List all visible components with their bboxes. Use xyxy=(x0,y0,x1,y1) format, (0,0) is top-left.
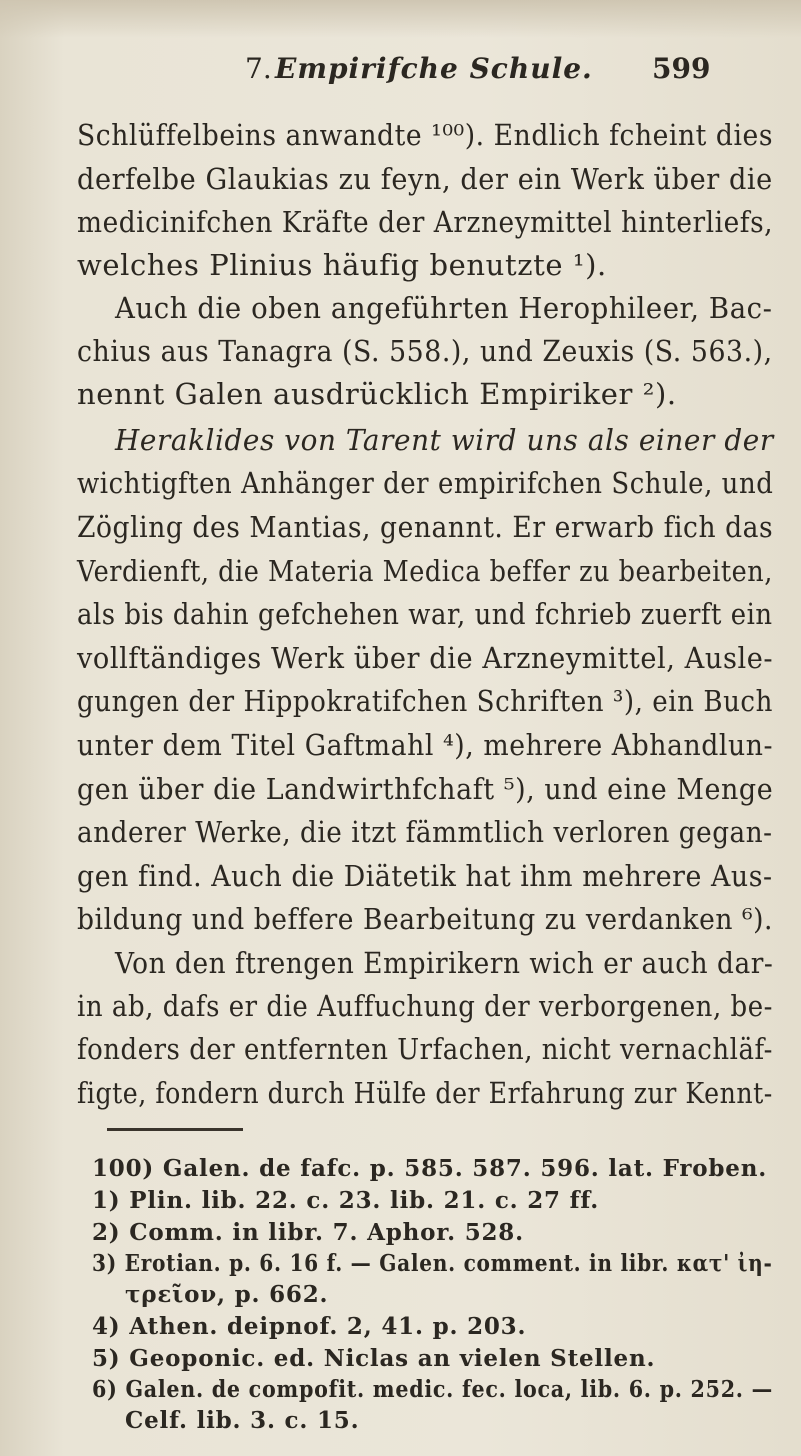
body-line: Schlüffelbeins anwandte ¹⁰⁰). Endlich fcheint dies xyxy=(77,118,774,152)
body-line: wichtigften Anhänger der empirifchen Schule, und xyxy=(77,466,774,500)
running-header xyxy=(0,52,801,92)
body-line: Von den ftrengen Empirikern wich er auch dar- xyxy=(115,946,774,980)
section-number: 7. xyxy=(245,52,272,85)
body-line: anderer Werke, die itzt fämmtlich verloren gegan- xyxy=(77,815,773,849)
footnote: 100) Galen. de fafc. p. 585. 587. 596. lat. Froben. xyxy=(92,1155,768,1182)
body-line: vollftändiges Werk über die Arzneymittel, Ausle- xyxy=(77,641,774,675)
footnote: 6) Galen. de compofit. medic. fec. loca, lib. 6. p. 252. — xyxy=(92,1376,773,1403)
body-line: fonders der entfernten Urfachen, nicht vernachläf- xyxy=(77,1032,773,1066)
body-line: unter dem Titel Gaftmahl ⁴), mehrere Abhandlun- xyxy=(77,728,774,762)
body-line: Verdienft, die Materia Medica beffer zu bearbeiten, xyxy=(77,554,773,588)
body-line: chius aus Tanagra (S. 558.), und Zeuxis (S. 563.), xyxy=(77,334,773,368)
section-title: Empirifche Schule. xyxy=(275,52,593,85)
footnote: 2) Comm. in libr. 7. Aphor. 528. xyxy=(92,1219,524,1246)
footnote: 4) Athen. deipnof. 2, 41. p. 203. xyxy=(92,1313,527,1340)
footnote-divider xyxy=(107,1128,243,1131)
body-line: als bis dahin gefchehen war, und fchrieb zuerft ein xyxy=(77,597,773,631)
footnote: 5) Geoponic. ed. Niclas an vielen Stellen. xyxy=(92,1345,656,1372)
body-line: derfelbe Glaukias zu feyn, der ein Werk über die xyxy=(77,162,773,196)
body-line: Auch die oben angeführten Herophileer, Bac- xyxy=(115,291,773,325)
body-line: gen über die Landwirthfchaft ⁵), und eine Menge xyxy=(77,772,774,806)
body-line: welches Plinius häufig benutzte ¹). xyxy=(77,248,607,282)
body-line: Heraklides von Tarent wird uns als einer der xyxy=(115,423,774,457)
body-line: Zögling des Mantias, genannt. Er erwarb fich das xyxy=(77,510,774,544)
footnote: Celf. lib. 3. c. 15. xyxy=(125,1407,360,1434)
footnote: 3) Erotian. p. 6. 16 f. — Galen. comment. in libr. κατ' ἰη- xyxy=(92,1250,773,1277)
body-line: nennt Galen ausdrücklich Empiriker ²). xyxy=(77,377,677,411)
footnote: τρεῖον, p. 662. xyxy=(125,1281,329,1308)
page-number: 599 xyxy=(652,52,711,85)
body-line: gen find. Auch die Diätetik hat ihm mehrere Aus- xyxy=(77,859,773,893)
body-line: gungen der Hippokratifchen Schriften ³), ein Buch xyxy=(77,684,773,718)
footnote: 1) Plin. lib. 22. c. 23. lib. 21. c. 27 ff. xyxy=(92,1187,600,1214)
body-line: figte, fondern durch Hülfe der Erfahrung zur Kennt- xyxy=(77,1076,773,1110)
body-line: bildung und beffere Bearbeitung zu verdanken ⁶). xyxy=(77,902,774,936)
body-line: in ab, dafs er die Auffuchung der verborgenen, be- xyxy=(77,989,773,1023)
body-line: medicinifchen Kräfte der Arzneymittel hinterliefs, xyxy=(77,205,774,239)
